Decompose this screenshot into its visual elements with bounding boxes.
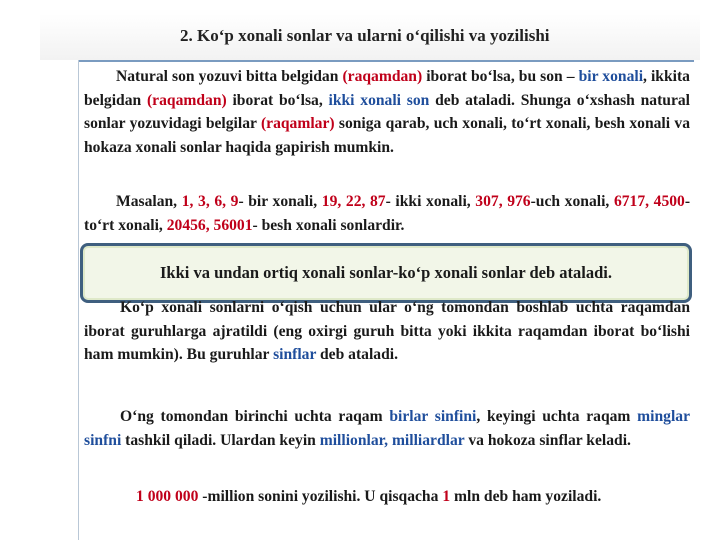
p1-run-3: bir xonali <box>578 68 644 85</box>
p2-run-9: 20456, 56001 <box>166 216 253 234</box>
p2-run-1: 1, 3, 6, 9 <box>181 193 239 210</box>
page-title: 2. Ko‘p xonali sonlar va ularni o‘qilishi va yozilishi <box>180 26 550 45</box>
p5-run-0: 1 000 000 <box>136 488 199 505</box>
p1-run-1: (raqamdan) <box>342 68 423 85</box>
p4-run-1: birlar sinfini <box>389 408 477 425</box>
paragraph-definition-content <box>84 68 690 156</box>
left-margin-line <box>78 60 79 540</box>
paragraph-classes <box>84 296 690 367</box>
p1-run-8: deb ataladi. Shunga o‘xshash natural sonlar yozuvidagi belgilar <box>84 91 691 133</box>
definition-box-text: Ikki va undan ortiq xonali sonlar-ko‘p xonali sonlar deb ataladi. <box>159 263 613 282</box>
p2-run-6: -uch xonali, <box>530 193 614 210</box>
p1-run-6: iborat bo‘lsa, <box>226 91 329 109</box>
p4-run-6: va hokoza sinflar keladi. <box>464 431 631 449</box>
p2-run-2: - bir xonali, <box>238 193 322 210</box>
p2-run-7: 6717, 4500 <box>613 193 685 210</box>
p1-run-4: , ikkita belgidan <box>84 68 690 109</box>
paragraph-examples <box>84 190 690 237</box>
p1-run-0: Natural son yozuvi bitta belgidan <box>116 68 343 85</box>
p1-run-7: ikki xonali son <box>328 91 430 109</box>
p3-run-2: deb ataladi. <box>316 346 398 364</box>
p1-run-2: iborat bo‘lsa, bu son – <box>422 68 579 85</box>
p1-run-10: soniga qarab, uch xonali, to‘rt xonali, besh xonali va hokaza xonali sonlar haqida gapirish mumkin. <box>84 115 690 156</box>
p4-run-4: tashkil qiladi. Ulardan keyin <box>121 431 320 449</box>
p4-run-2: , keyingi uchta raqam <box>476 408 638 425</box>
p5-run-1: -million sonini yozilishi. U qisqacha <box>198 488 443 505</box>
title-underline <box>78 60 694 62</box>
p1-run-9: (raqamlar) <box>260 115 335 133</box>
p2-run-3: 19, 22, 87 <box>321 193 386 210</box>
p5-run-2: 1 <box>442 488 451 505</box>
p4-run-0: O‘ng tomondan birinchi uchta raqam <box>120 408 390 425</box>
p4-run-5: millionlar, milliardlar <box>319 431 465 449</box>
p2-run-4: - ikki xonali, <box>385 193 476 210</box>
p5-run-3: mln deb ham yoziladi. <box>450 488 602 505</box>
definition-box <box>80 243 692 303</box>
p2-run-8: -to‘rt xonali, <box>84 193 691 234</box>
p2-run-5: 307, 976 <box>475 193 531 210</box>
p3-run-1: sinflar <box>273 346 317 364</box>
paragraph-million-content <box>136 488 601 505</box>
p4-run-3: minglar sinfni <box>84 408 691 449</box>
paragraph-examples-content <box>84 193 690 234</box>
p2-run-0: Masalan, <box>116 193 182 210</box>
paragraph-class-names <box>84 405 690 452</box>
p1-run-5: (raqamdan) <box>146 91 227 109</box>
p2-run-10: - besh xonali sonlardir. <box>252 216 405 234</box>
paragraph-definition <box>84 65 690 159</box>
paragraph-classes-content <box>84 299 690 363</box>
paragraph-million <box>84 485 690 509</box>
paragraph-class-names-content <box>84 408 690 449</box>
p3-run-0: Ko‘p xonali sonlarni o‘qish uchun ular o‘ng tomondan boshlab uchta raqamdan iborat guruhlarga ajratildi (eng oxirgi guruh bitta yoki ikkita raqamdan iborat bo‘lishi ham mumkin). Bu guruhlar <box>84 299 690 364</box>
